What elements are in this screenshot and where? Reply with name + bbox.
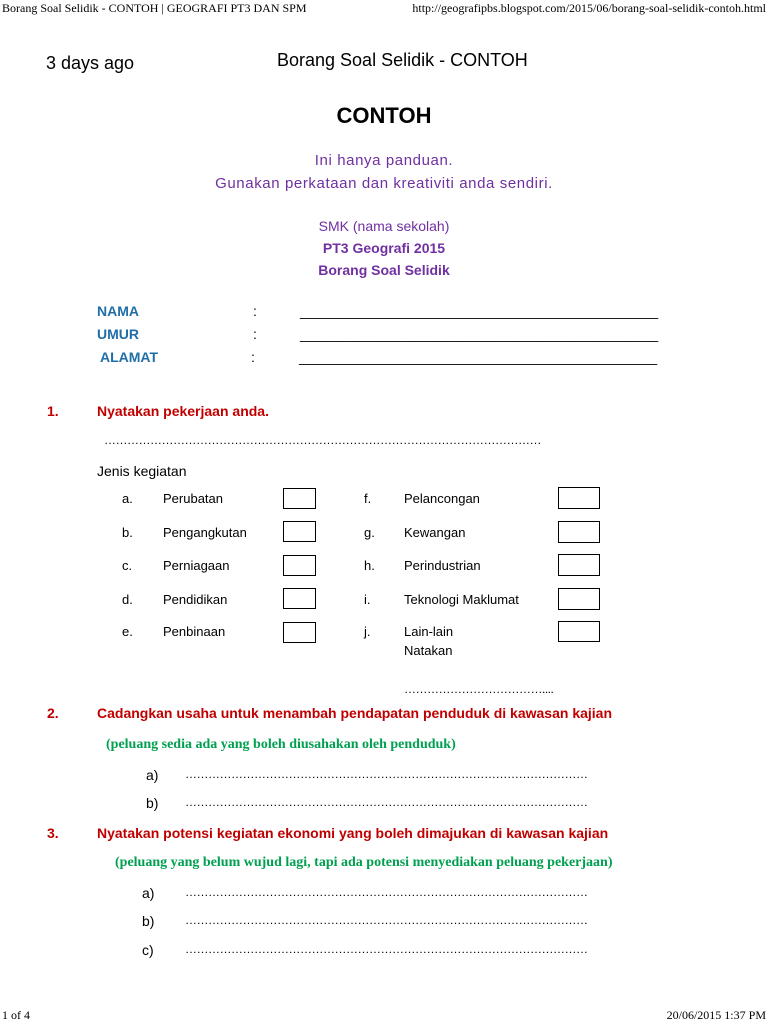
option-letter: h.: [364, 558, 375, 573]
checkbox-perniagaan[interactable]: [283, 555, 316, 576]
field-label-alamat: ALAMAT: [100, 349, 159, 365]
print-header-title: Borang Soal Selidik - CONTOH | GEOGRAFI PT3 DAN SPM: [2, 1, 307, 15]
q3-answer-c-line[interactable]: ……………………………………………………………………………………………: [185, 942, 588, 956]
nama-answer-line[interactable]: ______________________________________________: [300, 303, 659, 319]
subject-name: PT3 Geografi 2015: [322, 240, 446, 256]
checkbox-teknologi-maklumat[interactable]: [558, 588, 600, 610]
umur-answer-line[interactable]: ______________________________________________: [300, 326, 659, 342]
field-label-umur: UMUR: [97, 326, 139, 342]
option-letter: a.: [122, 491, 133, 506]
post-title: Borang Soal Selidik - CONTOH: [277, 50, 528, 70]
print-header-url[interactable]: http://geografipbs.blogspot.com/2015/06/borang-soal-selidik-contoh.html: [412, 1, 766, 15]
checkbox-pendidikan[interactable]: [283, 588, 316, 609]
q3-text: Nyatakan potensi kegiatan ekonomi yang boleh dimajukan di kawasan kajian: [97, 825, 609, 841]
form-title: Borang Soal Selidik: [318, 262, 450, 278]
option-label-perniagaan: Perniagaan: [163, 558, 230, 573]
field-colon: :: [251, 349, 255, 365]
option-letter: i.: [364, 592, 371, 607]
q2-hint: (peluang sedia ada yang boleh diusahakan oleh penduduk): [106, 737, 456, 752]
q3-answer-a-line[interactable]: ……………………………………………………………………………………………: [185, 885, 588, 899]
q2-number: 2.: [47, 705, 59, 721]
q1-sub-heading: Jenis kegiatan: [97, 463, 187, 479]
q2-answer-b-line[interactable]: ……………………………………………………………………………………………: [185, 795, 588, 809]
q3-answer-b-label: b): [142, 913, 155, 929]
alamat-answer-line[interactable]: ______________________________________________: [299, 349, 658, 365]
q1-answer-line[interactable]: ……………………………………………………………………………………………………: [104, 433, 541, 447]
option-label-perubatan: Perubatan: [163, 491, 223, 506]
checkbox-penbinaan[interactable]: [283, 622, 316, 643]
option-label-penbinaan: Penbinaan: [163, 624, 226, 639]
other-note: Natakan: [404, 643, 453, 658]
option-letter: g.: [364, 525, 375, 540]
q3-answer-a-label: a): [142, 885, 155, 901]
q2-answer-b-label: b): [146, 795, 159, 811]
option-letter: e.: [122, 624, 133, 639]
print-footer-page-count: 1 of 4: [2, 1008, 30, 1022]
option-label-perindustrian: Perindustrian: [404, 558, 481, 573]
option-label-lain-lain: Lain-lain: [404, 624, 454, 639]
option-letter: b.: [122, 525, 133, 540]
q3-answer-b-line[interactable]: ……………………………………………………………………………………………: [185, 913, 588, 927]
print-footer-timestamp: 20/06/2015 1:37 PM: [666, 1008, 766, 1022]
q2-text: Cadangkan usaha untuk menambah pendapatan penduduk di kawasan kajian: [97, 705, 613, 721]
option-letter: c.: [122, 558, 133, 573]
checkbox-kewangan[interactable]: [558, 521, 600, 543]
checkbox-pengangkutan[interactable]: [283, 521, 316, 542]
option-label-pelancongan: Pelancongan: [404, 491, 480, 506]
option-label-teknologi-maklumat: Teknologi Maklumat: [404, 592, 519, 607]
option-label-pendidikan: Pendidikan: [163, 592, 228, 607]
guide-line-1: Ini hanya panduan.: [314, 152, 454, 169]
option-letter: d.: [122, 592, 133, 607]
q3-hint: (peluang yang belum wujud lagi, tapi ada potensi menyediakan peluang pekerjaan): [115, 855, 613, 870]
post-time-ago: 3 days ago: [46, 53, 135, 73]
field-colon: :: [253, 326, 257, 342]
option-letter: j.: [364, 624, 371, 639]
school-name: SMK (nama sekolah): [318, 218, 450, 234]
option-label-kewangan: Kewangan: [404, 525, 466, 540]
q2-answer-a-line[interactable]: ……………………………………………………………………………………………: [185, 767, 588, 781]
other-answer-line[interactable]: ………………………………....: [404, 682, 554, 696]
q2-answer-a-label: a): [146, 767, 159, 783]
checkbox-pelancongan[interactable]: [558, 487, 600, 509]
field-colon: :: [253, 303, 257, 319]
q3-answer-c-label: c): [142, 942, 154, 958]
doc-heading: CONTOH: [336, 103, 432, 128]
q3-number: 3.: [47, 825, 59, 841]
checkbox-perindustrian[interactable]: [558, 554, 600, 576]
guide-line-2: Gunakan perkataan dan kreativiti anda sendiri.: [215, 175, 553, 192]
field-label-nama: NAMA: [97, 303, 139, 319]
option-label-pengangkutan: Pengangkutan: [163, 525, 247, 540]
option-letter: f.: [364, 491, 372, 506]
checkbox-lain-lain[interactable]: [558, 621, 600, 642]
q1-number: 1.: [47, 403, 59, 419]
q1-text: Nyatakan pekerjaan anda.: [97, 403, 269, 419]
checkbox-perubatan[interactable]: [283, 488, 316, 509]
